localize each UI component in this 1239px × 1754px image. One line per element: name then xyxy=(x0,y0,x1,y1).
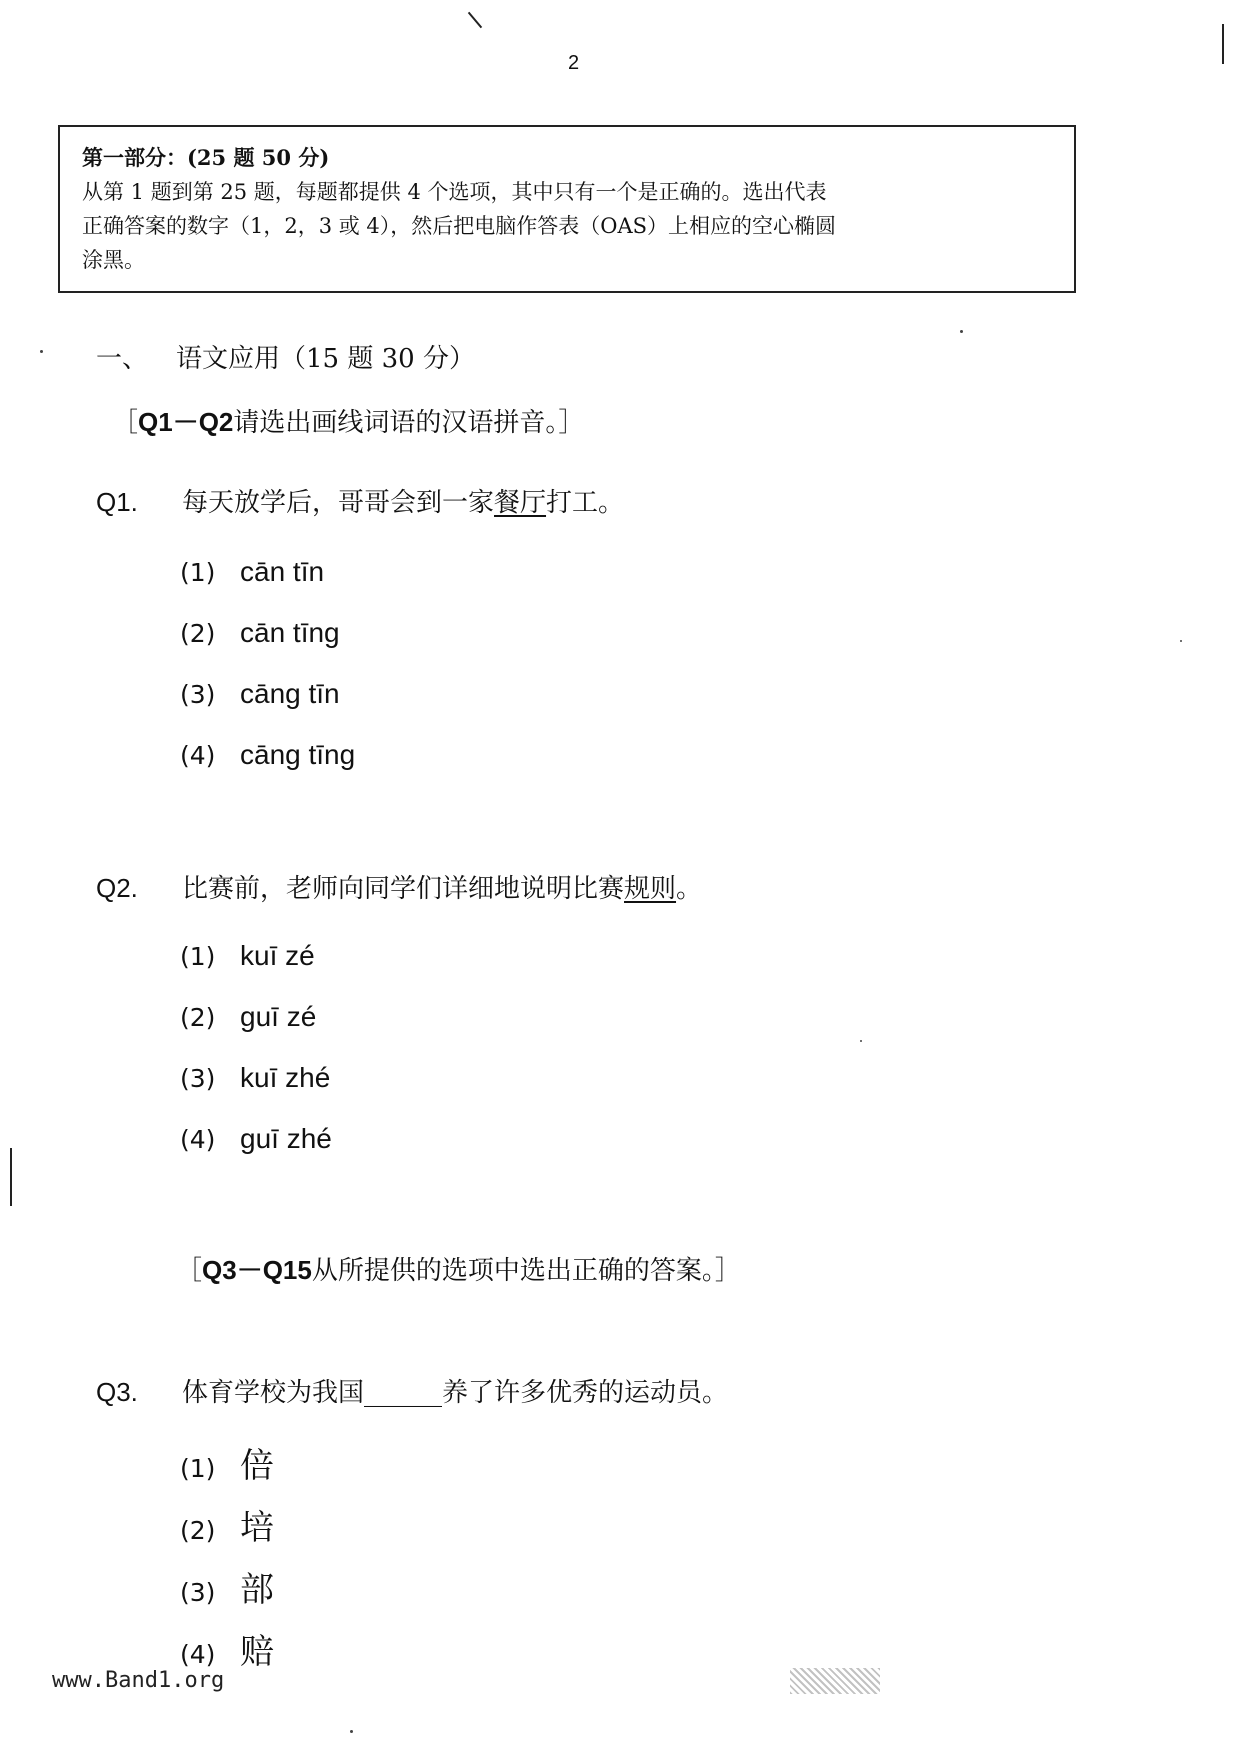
scan-edge-mark xyxy=(468,12,482,29)
section-heading xyxy=(96,338,475,375)
option[interactable] xyxy=(180,617,340,649)
option-text: cān tīng xyxy=(240,617,340,648)
scan-edge-mark xyxy=(1222,24,1224,64)
scan-speck xyxy=(1180,640,1182,642)
option-text: 培 xyxy=(240,1508,274,1548)
option-text: kuī zé xyxy=(240,940,315,971)
option-number: (4) xyxy=(180,1125,216,1154)
directive-text: 从所提供的选项中选出正确的答案。 xyxy=(311,1256,715,1286)
option-text: kuī zhé xyxy=(240,1062,331,1093)
option[interactable] xyxy=(180,739,355,771)
underlined-word: 餐厅 xyxy=(494,488,547,518)
option-number: (3) xyxy=(180,1578,216,1607)
underlined-word: 规则 xyxy=(624,874,677,904)
option-text: 赔 xyxy=(240,1632,274,1672)
option-number: (1) xyxy=(180,1454,216,1483)
option-text: guī zhé xyxy=(240,1123,332,1154)
scan-speck xyxy=(40,350,43,353)
question-q2 xyxy=(96,868,702,905)
scan-speck xyxy=(350,1730,353,1733)
question-q1 xyxy=(96,482,624,519)
option[interactable] xyxy=(180,1500,274,1549)
section-title: 语文应用（15 题 30 分） xyxy=(176,344,475,374)
instruction-line: 从第 1 题到第 25 题，每题都提供 4 个选项，其中只有一个是正确的。选出代表 xyxy=(82,180,827,204)
option-number: (2) xyxy=(180,1003,216,1032)
question-text: 比赛前，老师向同学们详细地说明比赛 xyxy=(182,874,625,904)
option-number: (4) xyxy=(180,741,216,770)
option[interactable] xyxy=(180,1562,274,1611)
option-text: cāng tīng xyxy=(240,739,356,770)
option[interactable] xyxy=(180,556,324,588)
option-number: (1) xyxy=(180,942,216,971)
directive-code: Q1－Q2 xyxy=(138,407,234,437)
question-text: 。 xyxy=(676,874,703,904)
scan-edge-mark xyxy=(10,1148,12,1206)
section-number: 一、 xyxy=(96,344,149,374)
option-text: 部 xyxy=(240,1570,274,1610)
question-text: 每天放学后，哥哥会到一家 xyxy=(182,488,495,518)
option-number: (2) xyxy=(180,619,216,648)
question-text: 养了许多优秀的运动员。 xyxy=(442,1378,729,1408)
question-text: 体育学校为我国 xyxy=(182,1378,365,1408)
instruction-line: 涂黑。 xyxy=(82,248,145,272)
scan-speck xyxy=(860,1040,862,1042)
question-number: Q2. xyxy=(96,873,138,903)
option-number: (3) xyxy=(180,1064,216,1093)
directive-text: 请选出画线词语的汉语拼音。 xyxy=(233,408,559,438)
page-number: 2 xyxy=(568,52,580,74)
instruction-box xyxy=(58,125,1076,293)
question-number: Q1. xyxy=(96,487,138,517)
scan-speck xyxy=(960,330,963,333)
instruction-line: 正确答案的数字（1，2，3 或 4），然后把电脑作答表（OAS）上相应的空心椭圆 xyxy=(82,214,837,238)
option[interactable] xyxy=(180,1062,330,1094)
question-q3 xyxy=(96,1372,728,1409)
option[interactable] xyxy=(180,940,315,972)
option-text: cāng tīn xyxy=(240,678,340,709)
blank: ______ xyxy=(364,1378,443,1408)
directive-code: Q3－Q15 xyxy=(202,1255,312,1285)
option-number: (1) xyxy=(180,558,216,587)
option-text: cān tīn xyxy=(240,556,325,587)
option-number: (3) xyxy=(180,680,216,709)
option[interactable] xyxy=(180,1624,274,1673)
option[interactable] xyxy=(180,1001,316,1033)
footer-url[interactable]: www.Band1.org xyxy=(52,1668,225,1693)
option-text: 倍 xyxy=(240,1446,274,1486)
scan-noise xyxy=(790,1668,880,1694)
instruction-title: 第一部分：(25 题 50 分) xyxy=(82,145,330,170)
directive-q3-q15: ［Q3－Q15从所提供的选项中选出正确的答案。］ xyxy=(176,1255,741,1286)
option-number: (4) xyxy=(180,1640,216,1669)
option-number: (2) xyxy=(180,1516,216,1545)
option-text: guī zé xyxy=(240,1001,317,1032)
option[interactable] xyxy=(180,1123,332,1155)
question-text: 打工。 xyxy=(546,488,625,518)
option[interactable] xyxy=(180,1438,274,1487)
question-number: Q3. xyxy=(96,1377,138,1407)
directive-q1-q2: ［Q1－Q2请选出画线词语的汉语拼音。］ xyxy=(112,407,585,438)
option[interactable] xyxy=(180,678,340,710)
